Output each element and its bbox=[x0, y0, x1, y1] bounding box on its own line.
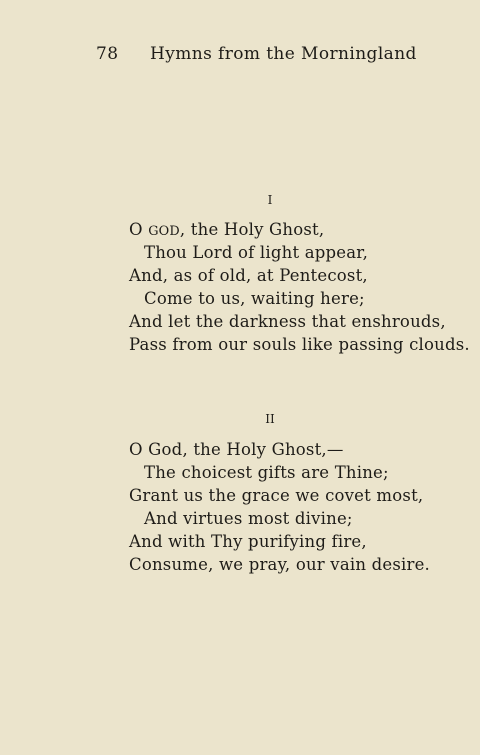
verse-line: Grant us the grace we covet most, bbox=[129, 486, 424, 505]
small-caps-word: GOD bbox=[148, 224, 180, 239]
running-title: Hymns from the Morningland bbox=[150, 44, 417, 64]
verse-line: The choicest gifts are Thine; bbox=[144, 463, 389, 482]
verse-line: O God, the Holy Ghost,— bbox=[129, 440, 344, 459]
verse-line: And virtues most divine; bbox=[144, 509, 353, 528]
verse-line: Consume, we pray, our vain desire. bbox=[129, 555, 430, 574]
verse-line: And with Thy purifying fire, bbox=[129, 532, 367, 551]
stanza-2 bbox=[129, 438, 430, 576]
verse-line: Thou Lord of light appear, bbox=[144, 243, 369, 262]
stanza-number: II bbox=[265, 412, 275, 426]
page-header bbox=[96, 44, 417, 64]
verse-line: Come to us, waiting here; bbox=[144, 289, 365, 308]
verse-line: And, as of old, at Pentecost, bbox=[129, 266, 368, 285]
verse-line: Pass from our souls like passing clouds. bbox=[129, 335, 470, 354]
stanza-1 bbox=[129, 218, 470, 356]
verse-line: And let the darkness that enshrouds, bbox=[129, 312, 446, 331]
page-number: 78 bbox=[96, 44, 119, 64]
stanza-number: I bbox=[267, 193, 273, 207]
verse-line: O GOD, the Holy Ghost, bbox=[129, 220, 325, 239]
